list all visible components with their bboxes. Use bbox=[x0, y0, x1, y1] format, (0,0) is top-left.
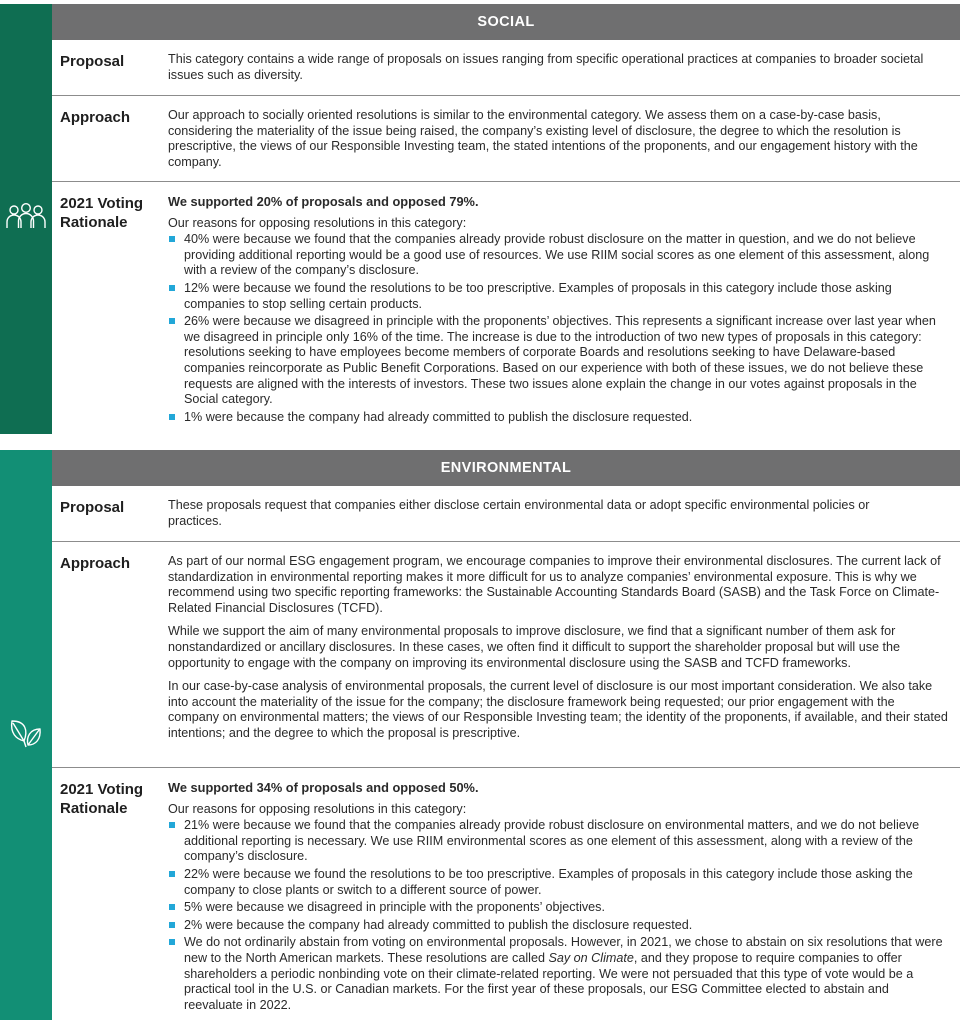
environmental-rationale-row bbox=[52, 768, 960, 1025]
say-on-climate-term: Say on Climate bbox=[548, 950, 634, 965]
row-label: Approach bbox=[60, 109, 131, 126]
rationale-intro: Our reasons for opposing resolutions in this category: bbox=[168, 801, 467, 816]
rationale-intro: Our reasons for opposing resolutions in this category: bbox=[168, 215, 467, 230]
list-item bbox=[168, 935, 948, 1013]
reason-text: We do not ordinarily abstain from voting on environmental proposals. However, in 2021, we chose to abstain on six resolutions that were new to the North American markets. These resolutions are called bbox=[184, 935, 943, 965]
reasons-list bbox=[168, 818, 948, 1013]
reason-text: , and they propose to require companies to offer shareholders a periodic nonbinding vote on their climate-related reporting. We were not persuaded that this type of vote would be a practical tool in the U.S. or Canadian markets. For the first year of these proposals, our ESG Committee elected to abstain and reevaluate in 2022. bbox=[184, 950, 914, 1012]
approach-paragraph: As part of our normal ESG engagement program, we encourage companies to improve their environmental disclosures. The current lack of standardization in environmental reporting makes it more difficult for us to analyze companies’ environmental exposure. This is why we recommend using two specific reporting frameworks: the Sustainable Accounting Standards Board (SASB) and the Task Force on Climate-Related Financial Disclosures (TCFD). bbox=[168, 554, 941, 615]
environmental-section bbox=[0, 450, 960, 1020]
social-proposal-row bbox=[52, 40, 960, 96]
environmental-header: ENVIRONMENTAL bbox=[52, 450, 960, 486]
social-section bbox=[0, 4, 960, 434]
environmental-proposal-row bbox=[52, 486, 960, 542]
social-side-bar bbox=[0, 4, 52, 434]
approach-paragraph: While we support the aim of many environmental proposals to improve disclosure, we find that a significant number of them ask for nonstandardized or ancillary disclosures. In these cases, we often find it difficult to support the shareholder proposal but will use the opportunity to engage with the company on improving its environmental disclosure using the SASB and TCFD frameworks. bbox=[168, 624, 901, 670]
approach-paragraph: In our case-by-case analysis of environmental proposals, the current level of disclosure is our most important consideration. We also take into account the materiality of the issue for the company; the disclosure framework being requested; our prior engagement with the company on environmental matters; the views of our Responsible Investing team; the identity of the proponents, if available, and their stated intentions; and the degree to which the proposal is prescriptive. bbox=[168, 679, 948, 740]
list-item: 5% were because we disagreed in principle with the proponents’ objectives. bbox=[168, 900, 948, 916]
social-rationale-row bbox=[52, 182, 960, 437]
social-approach-row bbox=[52, 96, 960, 182]
row-label: Proposal bbox=[60, 53, 125, 70]
row-label: Proposal bbox=[60, 499, 125, 516]
row-label: 2021 Voting Rationale bbox=[60, 195, 144, 231]
list-item: 1% were because the company had already committed to publish the disclosure requested. bbox=[168, 410, 948, 426]
proposal-text: These proposals request that companies either disclose certain environmental data or adopt specific environmental policies or practices. bbox=[168, 498, 870, 528]
row-label: Approach bbox=[60, 555, 131, 572]
list-item: 22% were because we found the resolutions to be too prescriptive. Examples of proposals in this category include those asking the company to close plants or switch to a different source of power. bbox=[168, 867, 948, 898]
leaves-icon bbox=[8, 717, 44, 754]
environmental-side-bar bbox=[0, 450, 52, 1020]
list-item: 21% were because we found that the companies already provide robust disclosure on environmental matters, and we do not believe additional reporting is necessary. We use RIIM environmental scores as one element of this assessment, along with a review of the company’s disclosure. bbox=[168, 818, 948, 865]
approach-text: Our approach to socially oriented resolutions is similar to the environmental category. We assess them on a case-by-case basis, considering the materiality of the issue being raised, the company’s existing level of disclosure, the degree to which the resolution is prescriptive, the views of our Responsible Investing team, the stated intentions of the proponents, and our engagement history with the company. bbox=[168, 108, 918, 169]
social-header: SOCIAL bbox=[52, 4, 960, 40]
reasons-list bbox=[168, 232, 948, 425]
list-item: 40% were because we found that the companies already provide robust disclosure on the matter in question, and we do not believe providing additional reporting would be a good use of resources. We use RIIM social scores as one element of this assessment, along with a review of the company’s disclosure. bbox=[168, 232, 948, 279]
list-item: 26% were because we disagreed in principle with the proponents’ objectives. This represents a significant increase over last year when we disagreed in principle only 16% of the time. The increase is due to the introduction of two new types of proposals in this category: resolutions seeking to have employees become members of corporate Boards and resolutions seeking to have Delaware-based companies reincorporate as Public Benefit Corporations. Based on our experience with both of these issues, we do not believe these requests are aligned with the interests of investors. These two issues alone explain the change in our votes against proposals in the Social category. bbox=[168, 314, 948, 408]
row-label: 2021 Voting Rationale bbox=[60, 781, 144, 817]
list-item: 12% were because we found the resolutions to be too prescriptive. Examples of proposals in this category include those asking companies to stop selling certain products. bbox=[168, 281, 948, 312]
rationale-summary: We supported 20% of proposals and opposed 79%. bbox=[168, 194, 479, 209]
list-item: 2% were because the company had already committed to publish the disclosure requested. bbox=[168, 918, 948, 934]
rationale-summary: We supported 34% of proposals and opposed 50%. bbox=[168, 780, 479, 795]
proposal-text: This category contains a wide range of proposals on issues ranging from specific operational practices at companies to broader societal issues such as diversity. bbox=[168, 52, 924, 82]
environmental-approach-row bbox=[52, 542, 960, 768]
people-group-icon bbox=[5, 202, 47, 237]
